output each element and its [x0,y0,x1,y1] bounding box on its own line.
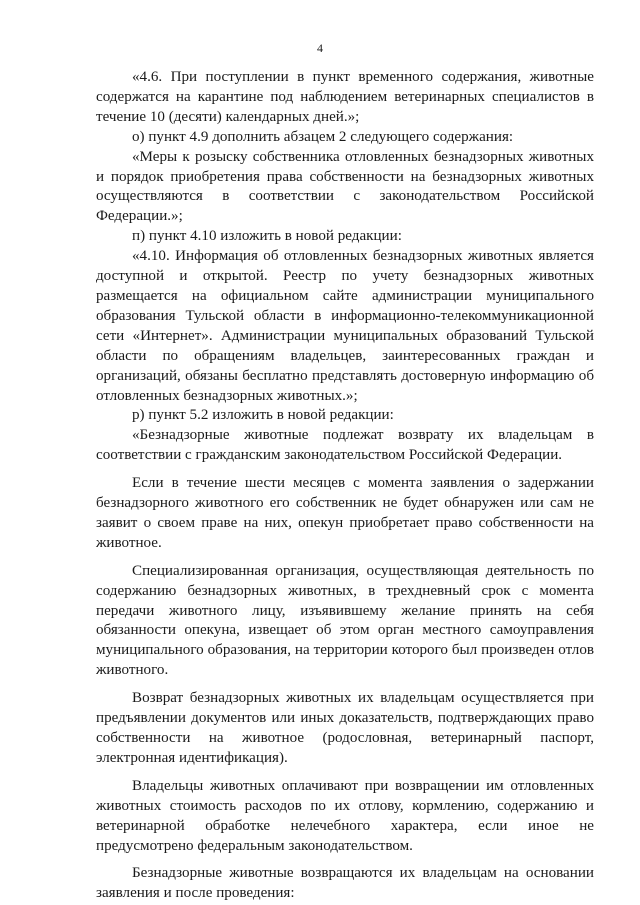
paragraph-amend-p: п) пункт 4.10 изложить в новой редакции: [132,228,402,245]
document-body [96,68,594,904]
paragraph-return-basis: Безнадзорные животные возвращаются их владельцам на основании заявления и после проведения: [96,865,594,902]
paragraph-4-9-text: «Меры к розыску собственника отловленных безнадзорных животных и порядок приобретения права собственности на безнадзорных животных осуществляются в соответствии с законодательством Российской Федерации.»; [96,148,594,225]
paragraph-amend-o: о) пункт 4.9 дополнить абзацем 2 следующего содержания: [132,128,514,145]
paragraph-4-6: «4.6. При поступлении в пункт временного содержания, животные содержатся на карантине под наблюдением ветеринарных специалистов в течение 10 (десяти) календарных дней.»; [96,69,594,125]
paragraph-return-docs: Возврат безнадзорных животных их владельцам осуществляется при предъявлении документов или иных доказательств, подтверждающих право собственности на животное (родословная, ветеринарный паспорт, электронная идентификация). [96,690,594,766]
paragraph-4-10-text: «4.10. Информация об отловленных безнадзорных животных является доступной и открытой. Реестр по учету безнадзорных животных размещается на официальном сайте администрации муниципального образования Тульской области в информационно-телекоммуникационной сети «Интернет». Администрации муниципальных образований Тульской области по обращениям владельцев, заинтересованных граждан и организаций, обязаны бесплатно представлять достоверную информацию об отловленных безнадзорных животных.»; [96,248,594,404]
paragraph-amend-r: р) пункт 5.2 изложить в новой редакции: [132,407,394,424]
paragraph-expenses: Владельцы животных оплачивают при возвращении им отловленных животных стоимость расходов по их отлову, кормлению, содержанию и ветеринарной обработке нелечебного характера, если иное не предусмотрено федеральным законодательством. [96,777,594,854]
paragraph-ownership: Если в течение шести месяцев с момента заявления о задержании безнадзорного животного его собственник не будет обнаружен или сам не заявит о своем праве на них, опекун приобретает право собственности на животное. [96,475,594,551]
page-number: 4 [317,41,323,55]
paragraph-5-2-intro: «Безнадзорные животные подлежат возврату их владельцам в соответствии с гражданским законодательством Российской Федерации. [96,427,594,464]
paragraph-notification: Специализированная организация, осуществляющая деятельность по содержанию безнадзорных животных, в трехдневный срок с момента передачи животного лицу, изъявившему желание принять на себя обязанности опекуна, извещает об этом орган местного самоуправления муниципального образования, на территории которого был произведен отлов животного. [96,562,594,679]
